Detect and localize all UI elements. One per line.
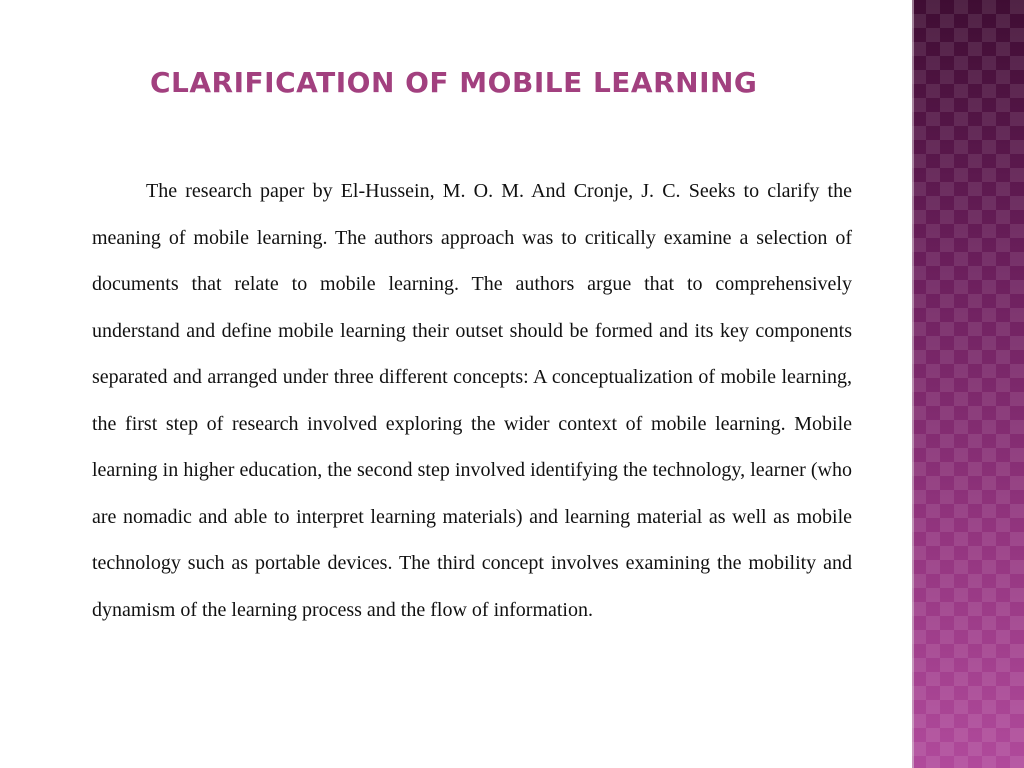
- diamond-pattern: [912, 0, 1024, 768]
- slide-title: CLARIFICATION OF MOBILE LEARNING: [150, 66, 758, 99]
- body-paragraph: The research paper by El-Hussein, M. O. M. And Cronje, J. C. Seeks to clarify the meaning of mobile learning. The authors approach was to critically examine a selection of documents that relate to mobile learning. The authors argue that to comprehensively understand and define mobile learning their outset should be formed and its key components separated and arranged under three different concepts: A conceptualization of mobile learning, the first step of research involved exploring the wider context of mobile learning. Mobile learning in higher education, the second step involved identifying the technology, learner (who are nomadic and able to interpret learning materials) and learning material as well as mobile technology such as portable devices. The third concept involves examining the mobility and dynamism of the learning process and the flow of information.: [92, 180, 852, 621]
- decorative-side-band: [912, 0, 1024, 768]
- band-edge-line: [912, 0, 914, 768]
